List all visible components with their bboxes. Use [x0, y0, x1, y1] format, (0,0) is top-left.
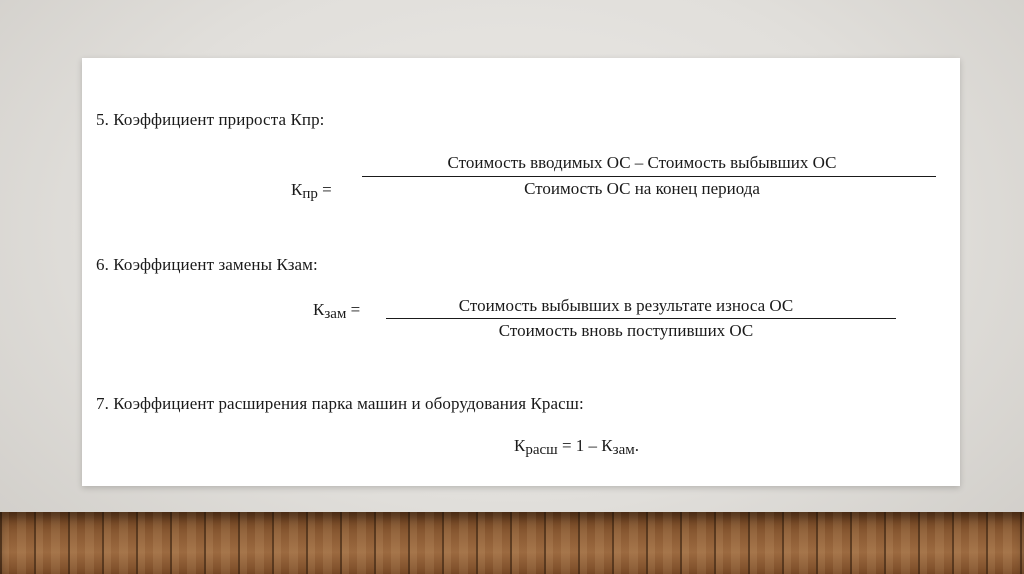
wooden-floor — [0, 512, 1024, 574]
formula-rhs-subscript: зам — [612, 442, 635, 458]
formula-equals: = — [346, 300, 361, 319]
formula-lhs — [313, 300, 360, 320]
fraction-denominator: Стоимость вновь поступивших ОС — [498, 321, 754, 340]
heading-expansion-coefficient: 7. Коэффициент расширения парка машин и оборудования Красш: — [96, 394, 584, 413]
formula-symbol: К — [514, 436, 526, 455]
formula-subscript: зам — [324, 306, 347, 322]
fraction-numerator: Стоимость выбывших в результате износа ОС — [458, 296, 794, 315]
fraction-line — [386, 318, 896, 319]
formula-expression — [514, 436, 639, 456]
formula-equals: = — [317, 180, 332, 199]
formula-symbol: К — [291, 180, 303, 199]
fraction-line — [362, 176, 936, 177]
formula-symbol: К — [313, 300, 325, 319]
heading-replacement-coefficient: 6. Коэффициент замены Кзам: — [96, 255, 318, 274]
fraction-denominator: Стоимость ОС на конец периода — [524, 179, 760, 198]
content-card — [82, 58, 960, 486]
fraction-numerator: Стоимость вводимых ОС – Стоимость выбывших ОС — [447, 153, 837, 172]
formula-rhs-suffix: . — [634, 436, 639, 455]
formula-rhs: = 1 – К — [557, 436, 613, 455]
formula-subscript: расш — [525, 442, 558, 458]
heading-growth-coefficient: 5. Коэффициент прироста Кпр: — [96, 110, 325, 129]
formula-lhs — [291, 180, 332, 200]
formula-subscript: пр — [302, 186, 318, 202]
